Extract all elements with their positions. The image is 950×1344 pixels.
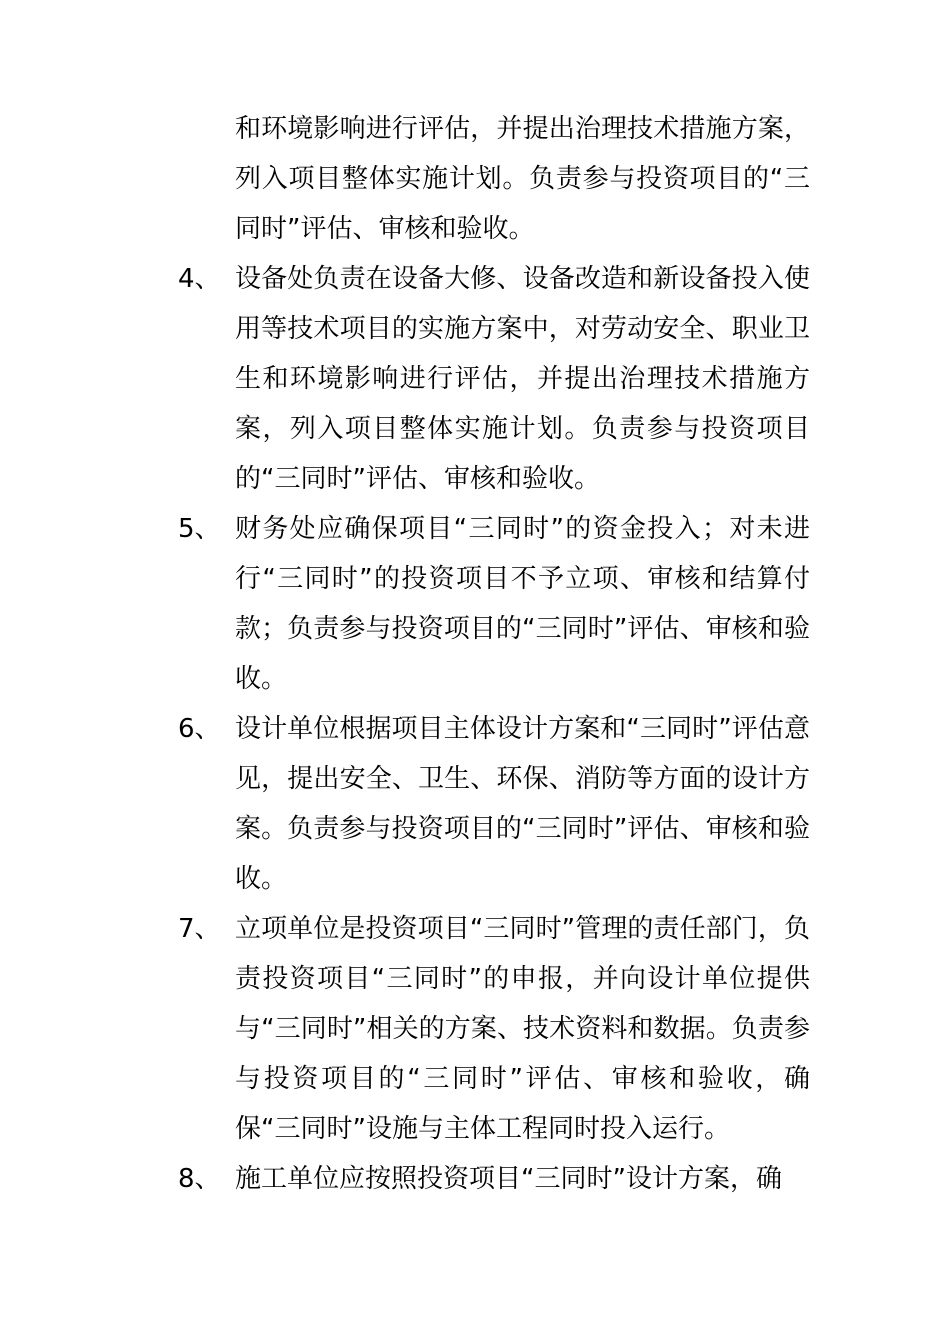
paragraph-text: 和环境影响进行评估，并提出治理技术措施方案，列入项目整体实施计划。负责参与投资项目的“三同时”评估、审核和验收。 [235,114,810,244]
paragraph-item-8 [178,1154,818,1204]
paragraph-number: 4、 [178,264,221,294]
paragraph-item-4 [178,254,818,504]
paragraph-item-6 [178,704,818,904]
paragraph-number: 8、 [178,1164,221,1194]
paragraph-number: 7、 [178,914,221,944]
paragraph-continuation [178,104,818,254]
paragraph-number: 5、 [178,514,221,544]
paragraph-text: 立项单位是投资项目“三同时”管理的责任部门，负责投资项目“三同时”的申报，并向设计单位提供与“三同时”相关的方案、技术资料和数据。负责参与投资项目的“三同时”评估、审核和验收，确保“三同时”设施与主体工程同时投入运行。 [235,914,810,1144]
paragraph-text: 财务处应确保项目“三同时”的资金投入；对未进行“三同时”的投资项目不予立项、审核和结算付款；负责参与投资项目的“三同时”评估、审核和验收。 [235,514,810,694]
paragraph-text: 设备处负责在设备大修、设备改造和新设备投入使用等技术项目的实施方案中，对劳动安全、职业卫生和环境影响进行评估，并提出治理技术措施方案，列入项目整体实施计划。负责参与投资项目的“三同时”评估、审核和验收。 [235,264,810,494]
paragraph-number: 6、 [178,714,221,744]
paragraph-text: 设计单位根据项目主体设计方案和“三同时”评估意见，提出安全、卫生、环保、消防等方面的设计方案。负责参与投资项目的“三同时”评估、审核和验收。 [235,714,810,894]
paragraph-text: 施工单位应按照投资项目“三同时”设计方案，确 [235,1164,782,1194]
document-body [178,104,818,1204]
paragraph-item-5 [178,504,818,704]
paragraph-item-7 [178,904,818,1154]
